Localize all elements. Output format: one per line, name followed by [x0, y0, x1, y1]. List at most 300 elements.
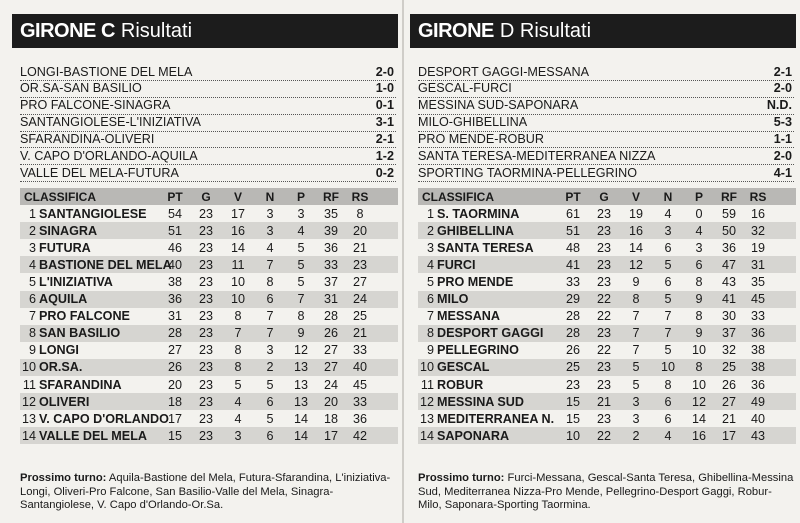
standings-row [20, 273, 398, 290]
result-match: OR.SA-SAN BASILIO [20, 81, 142, 96]
group-c-next-round [20, 472, 396, 513]
standings-row [20, 308, 398, 325]
standings-rs-cell: 32 [750, 223, 765, 238]
standings-p-cell: 8 [297, 309, 305, 324]
standings-team-name: VALLE DEL MELA [39, 428, 147, 443]
standings-v-cell: 14 [230, 240, 245, 255]
standings-v-cell: 17 [230, 206, 245, 221]
standings-rf-cell: 43 [721, 275, 736, 290]
standings-position: 6 [426, 292, 434, 307]
standings-team-cell [418, 326, 558, 340]
result-row [418, 132, 794, 149]
standings-row [20, 410, 398, 427]
standings-team-cell [20, 224, 160, 238]
standings-header-cell: G [201, 189, 211, 204]
standings-p-cell: 14 [293, 428, 308, 443]
group-c-next-text: Aquila-Bastione del Mela, Futura-Sfarandina, L'iniziativa-Longi, Oliveri-Pro Falcone, San Basilio-Valle del Mela, Sinagra-Santangiolese, V. Capo d'Orlando-Or.Sa. [20, 472, 391, 512]
standings-v-cell: 4 [234, 411, 242, 426]
result-match: MESSINA SUD-SAPONARA [418, 98, 579, 113]
result-match: SANTA TERESA-MEDITERRANEA NIZZA [418, 148, 656, 163]
standings-team-cell [20, 326, 160, 340]
standings-position: 2 [426, 223, 434, 238]
standings-team-name: MESSINA SUD [437, 394, 524, 409]
standings-team-cell [418, 343, 558, 357]
standings-rs-cell: 19 [750, 240, 765, 255]
standings-g-cell: 23 [596, 206, 611, 221]
result-score: 0-1 [375, 98, 394, 113]
standings-team-name: BASTIONE DEL MELA [39, 257, 172, 272]
standings-header-cell: PT [167, 189, 183, 204]
standings-p-cell: 16 [691, 428, 706, 443]
result-match: VALLE DEL MELA-FUTURA [20, 165, 179, 180]
standings-row [418, 222, 796, 239]
standings-team-cell [20, 257, 172, 272]
standings-v-cell: 12 [628, 257, 643, 272]
standings-p-cell: 0 [695, 206, 703, 221]
standings-n-cell: 4 [664, 428, 672, 443]
standings-pt-cell: 15 [167, 428, 182, 443]
standings-team-name: FUTURA [39, 240, 91, 255]
standings-rf-cell: 36 [721, 240, 736, 255]
standings-rf-cell: 24 [323, 377, 338, 392]
result-row [20, 165, 396, 182]
standings-pt-cell: 26 [565, 343, 580, 358]
standings-p-cell: 13 [293, 394, 308, 409]
standings-pt-cell: 61 [565, 206, 580, 221]
standings-v-cell: 10 [230, 292, 245, 307]
standings-rf-cell: 21 [721, 411, 736, 426]
standings-v-cell: 8 [234, 343, 242, 358]
standings-row [418, 273, 796, 290]
standings-p-cell: 14 [691, 411, 706, 426]
group-d-column [410, 0, 798, 523]
standings-header-cell: CLASSIFICA [24, 189, 96, 204]
result-match: GESCAL-FURCI [418, 81, 512, 96]
standings-team-cell [418, 378, 558, 392]
group-d-header [410, 14, 796, 48]
standings-position: 2 [28, 223, 36, 238]
standings-team-name: FURCI [437, 257, 476, 272]
standings-v-cell: 14 [628, 240, 643, 255]
standings-rf-cell: 50 [721, 223, 736, 238]
standings-pt-cell: 36 [167, 292, 182, 307]
standings-rf-cell: 26 [323, 326, 338, 341]
result-row [20, 64, 396, 81]
standings-n-cell: 5 [266, 411, 274, 426]
group-c-title: GIRONE C [20, 19, 115, 42]
standings-pt-cell: 23 [565, 377, 580, 392]
standings-rf-cell: 35 [323, 206, 338, 221]
standings-v-cell: 19 [628, 206, 643, 221]
result-row [418, 81, 794, 98]
standings-g-cell: 22 [596, 428, 611, 443]
standings-p-cell: 13 [293, 360, 308, 375]
standings-rf-cell: 47 [721, 257, 736, 272]
standings-row [418, 427, 796, 444]
result-match: SFARANDINA-OLIVERI [20, 132, 155, 147]
standings-row [418, 342, 796, 359]
standings-rf-cell: 36 [323, 240, 338, 255]
standings-row [418, 325, 796, 342]
standings-v-cell: 8 [632, 292, 640, 307]
standings-p-cell: 10 [691, 343, 706, 358]
standings-rs-cell: 43 [750, 428, 765, 443]
standings-team-cell [418, 395, 558, 409]
standings-p-cell: 5 [297, 275, 305, 290]
standings-row [20, 291, 398, 308]
standings-team-name: SANTANGIOLESE [39, 206, 147, 221]
standings-header-cell: V [631, 189, 640, 204]
result-row [418, 148, 794, 165]
standings-rf-cell: 17 [323, 428, 338, 443]
group-c-header [12, 14, 398, 48]
standings-v-cell: 8 [234, 309, 242, 324]
standings-p-cell: 3 [297, 206, 305, 221]
standings-p-cell: 13 [293, 377, 308, 392]
standings-p-cell: 9 [297, 326, 305, 341]
standings-p-cell: 9 [695, 292, 703, 307]
standings-position: 3 [28, 240, 36, 255]
standings-v-cell: 8 [234, 360, 242, 375]
result-score: 0-2 [375, 165, 394, 180]
standings-team-cell [20, 429, 160, 443]
standings-g-cell: 23 [198, 326, 213, 341]
standings-team-cell [20, 343, 160, 357]
standings-p-cell: 8 [695, 360, 703, 375]
standings-g-cell: 23 [596, 326, 611, 341]
standings-team-name: SANTA TERESA [437, 240, 534, 255]
standings-header-cell: CLASSIFICA [422, 189, 494, 204]
standings-rs-cell: 36 [352, 411, 367, 426]
standings-rf-cell: 39 [323, 223, 338, 238]
standings-header-cell: RF [323, 189, 339, 204]
standings-v-cell: 5 [234, 377, 242, 392]
group-c-results [20, 64, 396, 182]
standings-header-cell: PT [565, 189, 581, 204]
standings-n-cell: 3 [664, 223, 672, 238]
standings-header-cell: RF [721, 189, 737, 204]
standings-position: 1 [28, 206, 36, 221]
result-score: 3-1 [375, 115, 394, 130]
standings-pt-cell: 18 [167, 394, 182, 409]
standings-rs-cell: 33 [352, 343, 367, 358]
standings-header-cell: V [233, 189, 242, 204]
standings-pt-cell: 51 [565, 223, 580, 238]
standings-n-cell: 3 [266, 206, 274, 221]
standings-pt-cell: 31 [167, 309, 182, 324]
standings-position: 11 [22, 377, 36, 392]
standings-rf-cell: 26 [721, 377, 736, 392]
group-d-subtitle: D Risultati [499, 19, 592, 42]
standings-header-cell: P [296, 189, 305, 204]
standings-rs-cell: 45 [352, 377, 367, 392]
standings-position: 9 [28, 343, 36, 358]
standings-n-cell: 6 [664, 394, 672, 409]
standings-p-cell: 6 [695, 257, 703, 272]
standings-position: 10 [420, 360, 435, 375]
standings-position: 3 [426, 240, 434, 255]
result-score: N.D. [766, 98, 792, 113]
standings-position: 1 [426, 206, 434, 221]
standings-g-cell: 23 [198, 206, 213, 221]
standings-team-cell [20, 395, 160, 409]
standings-v-cell: 10 [230, 275, 245, 290]
standings-v-cell: 3 [632, 411, 640, 426]
standings-rs-cell: 27 [352, 275, 367, 290]
standings-rf-cell: 32 [721, 343, 736, 358]
standings-pt-cell: 41 [565, 257, 580, 272]
result-row [20, 115, 396, 132]
group-d-next-text: Furci-Messana, Gescal-Santa Teresa, Ghibellina-Messina Sud, Mediterranea Nizza-Pro Mende, Pellegrino-Desport Gaggi, Robur-Milo, Saponara-Sporting Taormina. [418, 472, 794, 512]
group-d-standings [418, 188, 796, 444]
standings-rf-cell: 37 [323, 275, 338, 290]
standings-p-cell: 9 [695, 326, 703, 341]
standings-g-cell: 23 [596, 377, 611, 392]
standings-n-cell: 7 [266, 326, 274, 341]
result-score: 5-3 [773, 115, 792, 130]
result-row [20, 81, 396, 98]
standings-position: 14 [420, 428, 435, 443]
standings-n-cell: 6 [266, 394, 274, 409]
standings-rs-cell: 40 [352, 360, 367, 375]
result-row [418, 98, 794, 115]
standings-rf-cell: 31 [323, 292, 338, 307]
standings-rf-cell: 33 [323, 257, 338, 272]
group-c-next-label: Prossimo turno: [20, 472, 107, 484]
standings-header-cell: RS [749, 189, 767, 204]
standings-rs-cell: 24 [352, 292, 367, 307]
standings-row [20, 393, 398, 410]
standings-rf-cell: 30 [721, 309, 736, 324]
standings-v-cell: 4 [234, 394, 242, 409]
standings-pt-cell: 28 [565, 309, 580, 324]
standings-p-cell: 12 [293, 343, 308, 358]
standings-position: 5 [28, 275, 36, 290]
standings-team-cell [418, 309, 558, 323]
standings-rf-cell: 27 [323, 360, 338, 375]
result-match: DESPORT GAGGI-MESSANA [418, 64, 589, 79]
standings-position: 14 [22, 428, 37, 443]
standings-header-cell: N [663, 189, 673, 204]
standings-p-cell: 5 [297, 240, 305, 255]
standings-position: 4 [28, 257, 36, 272]
standings-g-cell: 23 [198, 292, 213, 307]
standings-pt-cell: 54 [167, 206, 182, 221]
standings-p-cell: 14 [293, 411, 308, 426]
standings-g-cell: 23 [596, 240, 611, 255]
standings-pt-cell: 51 [167, 223, 182, 238]
standings-header-cell: G [599, 189, 609, 204]
standings-team-name: AQUILA [39, 292, 88, 307]
standings-rs-cell: 33 [750, 309, 765, 324]
standings-n-cell: 7 [266, 309, 274, 324]
standings-rf-cell: 59 [721, 206, 736, 221]
standings-g-cell: 23 [198, 223, 213, 238]
standings-pt-cell: 15 [565, 411, 580, 426]
result-score: 1-2 [375, 148, 394, 163]
standings-rs-cell: 42 [352, 428, 367, 443]
standings-p-cell: 4 [695, 223, 703, 238]
standings-g-cell: 23 [596, 257, 611, 272]
result-match: PRO FALCONE-SINAGRA [20, 98, 171, 113]
standings-rs-cell: 40 [750, 411, 765, 426]
standings-n-cell: 8 [664, 377, 672, 392]
standings-team-name: SAN BASILIO [39, 326, 121, 341]
standings-n-cell: 7 [664, 309, 672, 324]
standings-rf-cell: 28 [323, 309, 338, 324]
standings-team-cell [20, 241, 160, 255]
standings-n-cell: 5 [664, 257, 672, 272]
group-d-next-round [418, 472, 794, 513]
standings-header [418, 188, 796, 205]
result-row [20, 98, 396, 115]
standings-rs-cell: 38 [750, 343, 765, 358]
standings-n-cell: 6 [664, 411, 672, 426]
standings-rs-cell: 35 [750, 275, 765, 290]
standings-team-name: ROBUR [437, 377, 484, 392]
standings-team-cell [418, 207, 558, 221]
standings-p-cell: 4 [297, 223, 305, 238]
standings-pt-cell: 10 [565, 428, 580, 443]
standings-pt-cell: 15 [565, 394, 580, 409]
result-score: 2-0 [375, 64, 394, 79]
standings-n-cell: 7 [664, 326, 672, 341]
standings-g-cell: 23 [198, 360, 213, 375]
standings-header-cell: N [265, 189, 275, 204]
standings-g-cell: 23 [198, 377, 213, 392]
column-divider [402, 0, 404, 523]
standings-row [20, 376, 398, 393]
standings-v-cell: 5 [632, 360, 640, 375]
standings-team-cell [418, 429, 558, 443]
standings-team-name: GESCAL [437, 360, 490, 375]
result-row [418, 64, 794, 81]
result-match: SANTANGIOLESE-L'INIZIATIVA [20, 115, 201, 130]
result-match: LONGI-BASTIONE DEL MELA [20, 64, 193, 79]
standings-row [20, 359, 398, 376]
standings-team-name: OLIVERI [39, 394, 90, 409]
standings-team-name: MESSANA [437, 309, 500, 324]
standings-position: 8 [426, 326, 434, 341]
standings-pt-cell: 29 [565, 292, 580, 307]
standings-team-cell [418, 412, 558, 426]
standings-team-cell [20, 378, 160, 392]
standings-team-name: GHIBELLINA [437, 223, 514, 238]
result-score: 1-0 [375, 81, 394, 96]
standings-row [20, 427, 398, 444]
standings-position: 6 [28, 292, 36, 307]
standings-p-cell: 5 [297, 257, 305, 272]
standings-rs-cell: 21 [352, 240, 367, 255]
standings-v-cell: 9 [632, 275, 640, 290]
standings-team-cell [20, 275, 160, 289]
result-score: 4-1 [773, 165, 792, 180]
standings-team-name: MEDITERRANEA N. [437, 411, 555, 426]
standings-rs-cell: 23 [352, 257, 367, 272]
standings-position: 9 [426, 343, 434, 358]
group-c-standings [20, 188, 398, 444]
result-match: V. CAPO D'ORLANDO-AQUILA [20, 148, 198, 163]
result-row [20, 132, 396, 149]
standings-row [418, 376, 796, 393]
standings-v-cell: 5 [632, 377, 640, 392]
standings-g-cell: 23 [198, 309, 213, 324]
standings-n-cell: 5 [664, 343, 672, 358]
standings-row [418, 410, 796, 427]
result-match: SPORTING TAORMINA-PELLEGRINO [418, 165, 638, 180]
standings-n-cell: 6 [664, 275, 672, 290]
standings-row [418, 256, 796, 273]
standings-team-cell [20, 411, 169, 426]
standings-position: 7 [28, 309, 36, 324]
standings-g-cell: 23 [198, 257, 213, 272]
group-c-column [12, 0, 400, 523]
standings-pt-cell: 28 [167, 326, 182, 341]
standings-team-name: LONGI [39, 343, 79, 358]
group-d-next-label: Prossimo turno: [418, 472, 505, 484]
standings-row [20, 325, 398, 342]
standings-v-cell: 7 [632, 343, 640, 358]
standings-rf-cell: 27 [721, 394, 736, 409]
standings-position: 11 [420, 377, 434, 392]
standings-row [20, 239, 398, 256]
standings-position: 4 [426, 257, 434, 272]
standings-team-name: OR.SA. [39, 360, 83, 375]
result-row [20, 148, 396, 165]
standings-n-cell: 10 [660, 360, 675, 375]
result-score: 2-1 [773, 64, 792, 79]
standings-g-cell: 22 [596, 309, 611, 324]
standings-g-cell: 21 [596, 394, 611, 409]
standings-position: 7 [426, 309, 434, 324]
standings-g-cell: 23 [596, 275, 611, 290]
standings-team-cell [418, 275, 558, 289]
standings-g-cell: 23 [198, 343, 213, 358]
standings-g-cell: 22 [596, 343, 611, 358]
standings-rs-cell: 33 [352, 394, 367, 409]
standings-pt-cell: 26 [167, 360, 182, 375]
standings-rs-cell: 21 [352, 326, 367, 341]
standings-pt-cell: 25 [565, 360, 580, 375]
standings-n-cell: 3 [266, 343, 274, 358]
group-d-results [418, 64, 794, 182]
standings-position: 5 [426, 275, 434, 290]
standings-row [418, 308, 796, 325]
standings-rs-cell: 49 [750, 394, 765, 409]
standings-team-name: PELLEGRINO [437, 343, 519, 358]
standings-g-cell: 23 [596, 360, 611, 375]
standings-pt-cell: 38 [167, 275, 182, 290]
standings-team-cell [418, 292, 558, 306]
standings-position: 13 [420, 411, 435, 426]
result-score: 2-0 [773, 148, 792, 163]
standings-team-name: DESPORT GAGGI [437, 326, 544, 341]
standings-row [418, 359, 796, 376]
group-d-title: GIRONE [418, 19, 494, 42]
standings-row [20, 342, 398, 359]
standings-team-cell [20, 360, 160, 374]
standings-pt-cell: 40 [167, 257, 182, 272]
standings-team-name: MILO [437, 292, 469, 307]
result-match: PRO MENDE-ROBUR [418, 132, 544, 147]
standings-n-cell: 2 [266, 360, 274, 375]
standings-rs-cell: 45 [750, 292, 765, 307]
standings-rf-cell: 41 [721, 292, 736, 307]
standings-p-cell: 12 [691, 394, 706, 409]
standings-v-cell: 7 [234, 326, 242, 341]
standings-g-cell: 23 [198, 428, 213, 443]
standings-rs-cell: 8 [356, 206, 364, 221]
